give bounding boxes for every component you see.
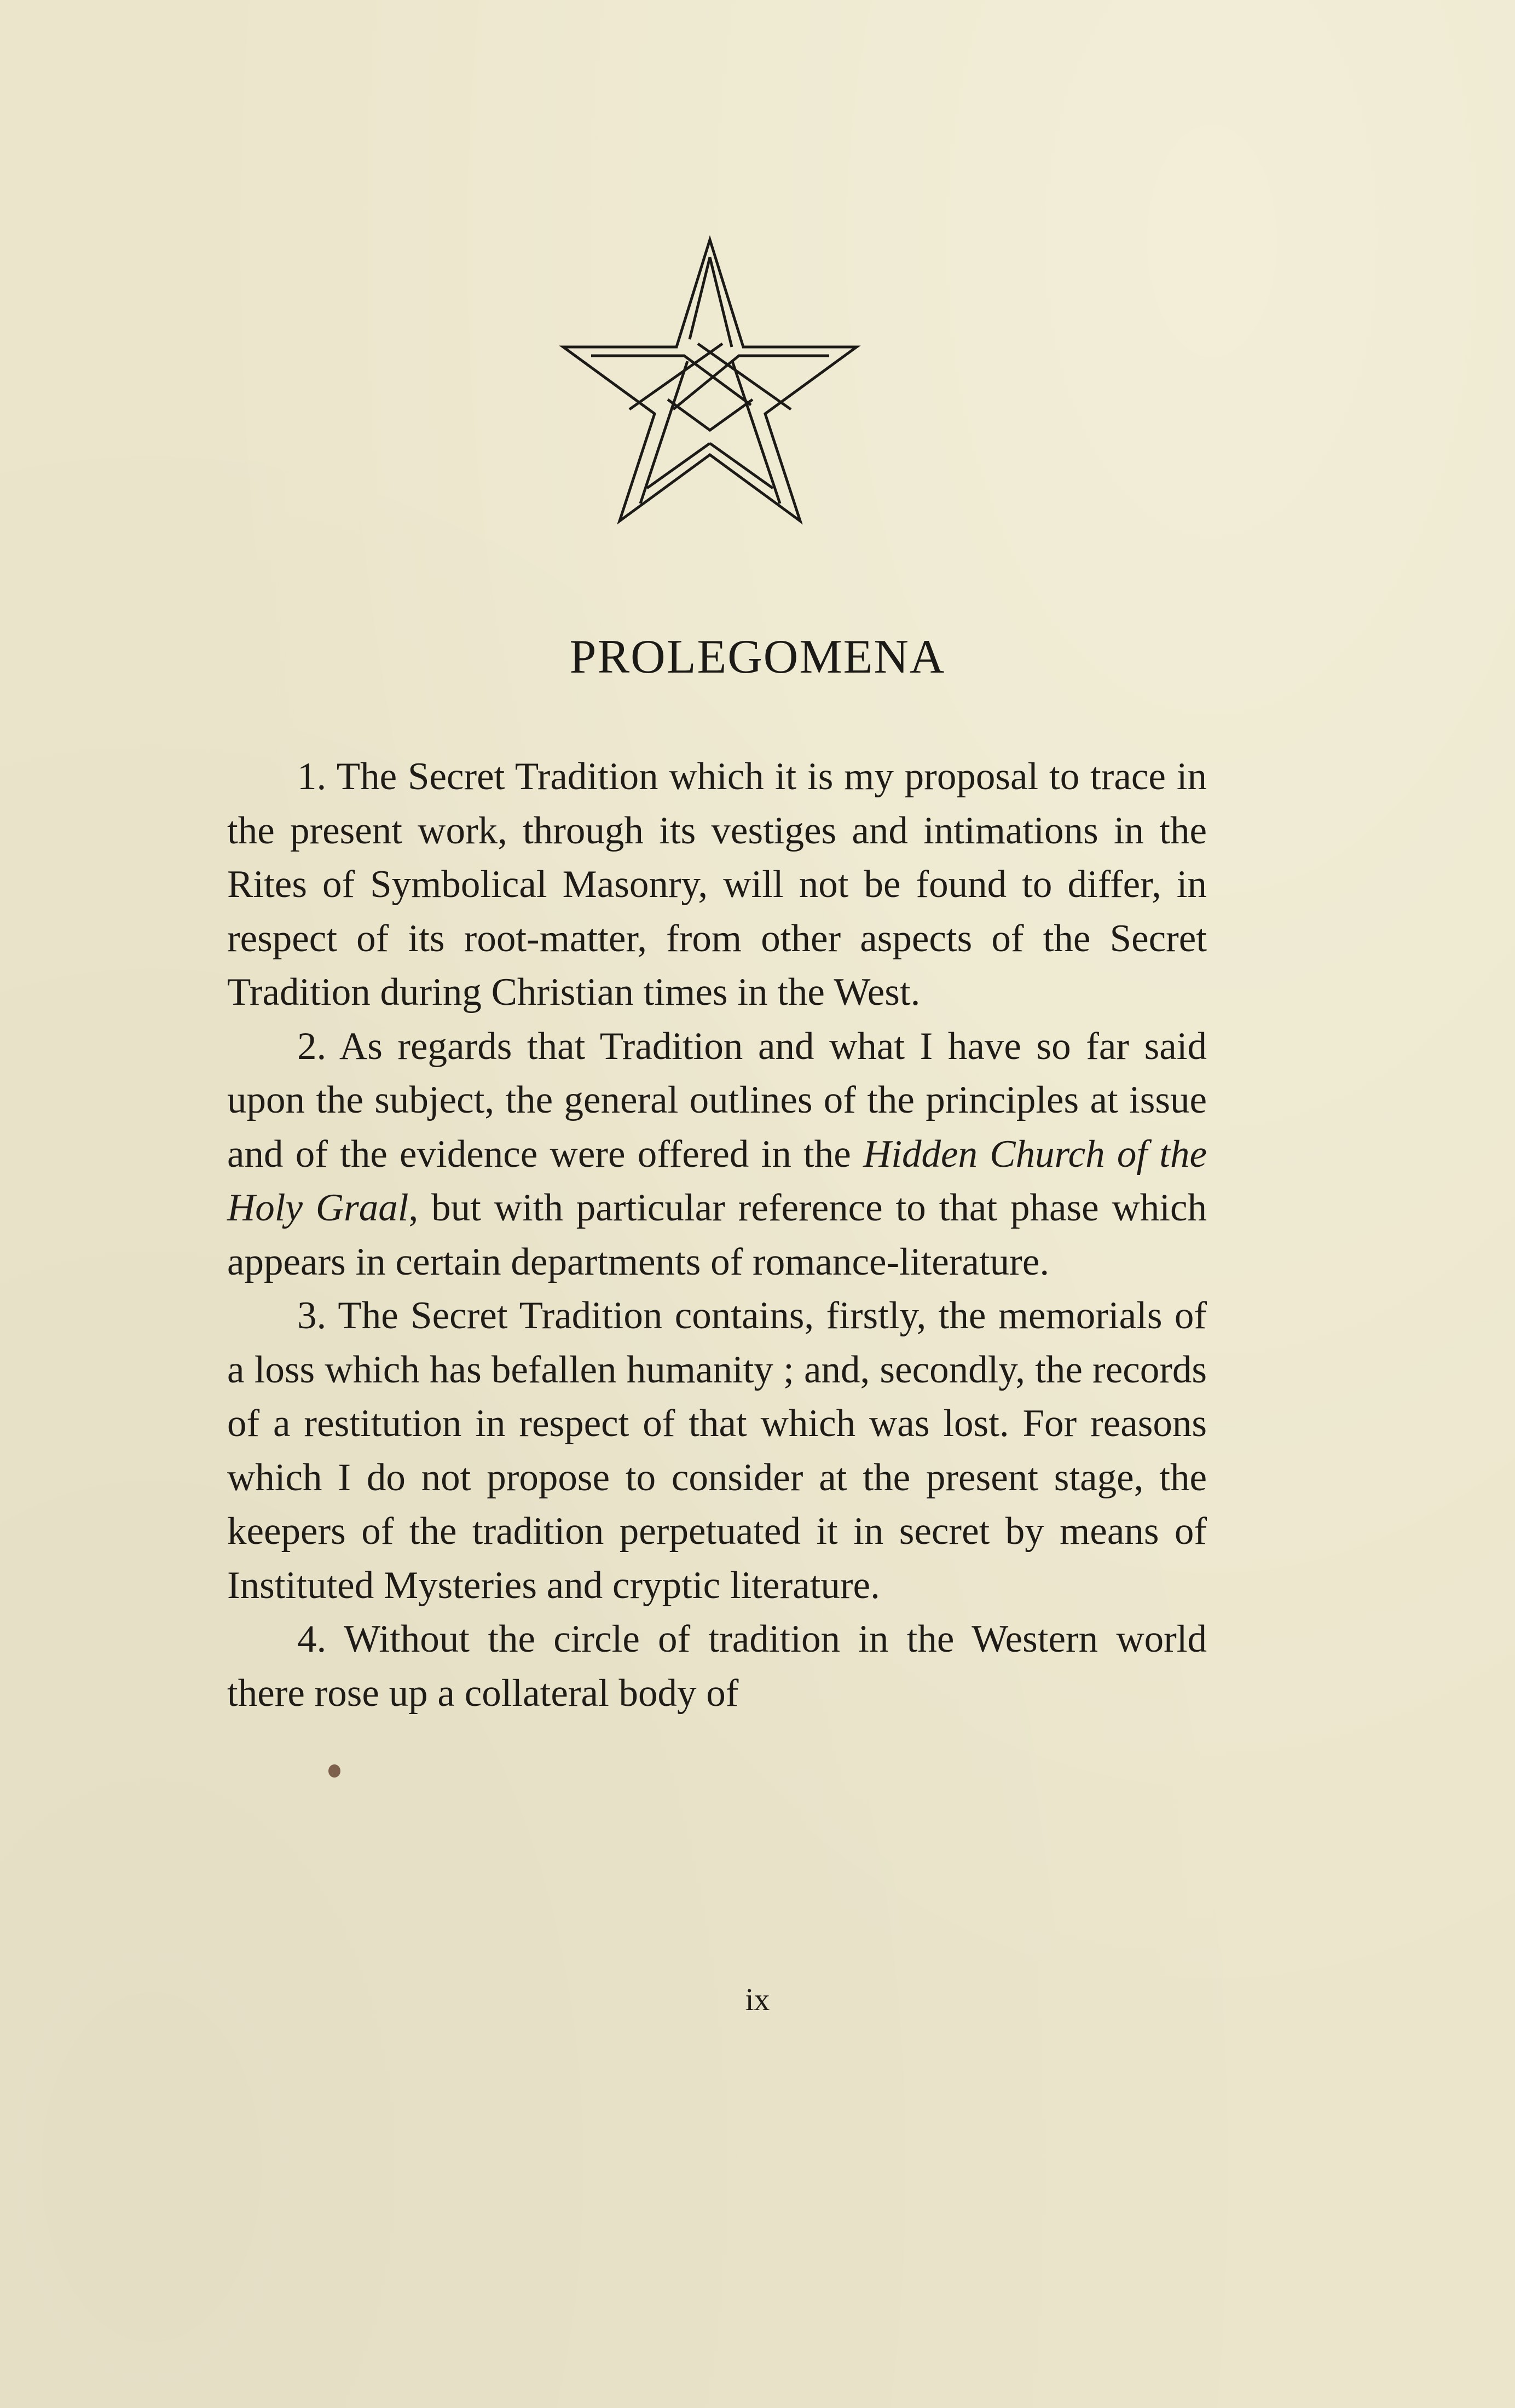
paragraph-2: [227, 1020, 1207, 1289]
paragraph-4: [227, 1612, 1207, 1720]
paragraph-number: 4.: [297, 1618, 327, 1660]
ink-blot: [328, 1764, 340, 1778]
book-title-italic: Hidden Church of the Holy Graal: [227, 1132, 1207, 1229]
page-number: ix: [745, 1982, 770, 2017]
paragraph-number: 2.: [297, 1024, 327, 1068]
paragraph-text: As regards that Tradition and what I have so far said upon the subject, the general outlines of the principles at issue and of the evidence were offered in the: [227, 1024, 1207, 1176]
paragraph-text: , but with particular reference to that phase which appears in certain departments of romance-literature.: [227, 1186, 1207, 1283]
body-text: [227, 750, 1207, 1720]
paragraph-text: The Secret Tradition contains, firstly, the memorials of a loss which has befallen humanity ; and, secondly, the records of a restitution in respect of that which was lost. For reasons which I do not propose to consider at the present stage, the keepers of the tradition perpetuated it in secret by means of Instituted Mysteries and cryptic literature.: [227, 1294, 1207, 1607]
interlaced-pentagram-icon: [558, 235, 865, 525]
paragraph-3: [227, 1289, 1207, 1612]
paragraph-number: 1.: [297, 755, 327, 798]
paragraph-1: [227, 750, 1207, 1020]
paragraph-number: 3.: [297, 1294, 327, 1337]
page-title: PROLEGOMENA: [569, 630, 946, 684]
paragraph-text: Without the circle of tradition in the Western world there rose up a collateral body of: [227, 1618, 1207, 1715]
paragraph-text: The Secret Tradition which it is my proposal to trace in the present work, through its vestiges and intimations in the Rites of Symbolical Masonry, will not be found to differ, in respect of its root-matter, from other aspects of the Secret Tradition during Christian times in the West.: [227, 755, 1207, 1014]
pentagram-emblem: [558, 235, 865, 525]
